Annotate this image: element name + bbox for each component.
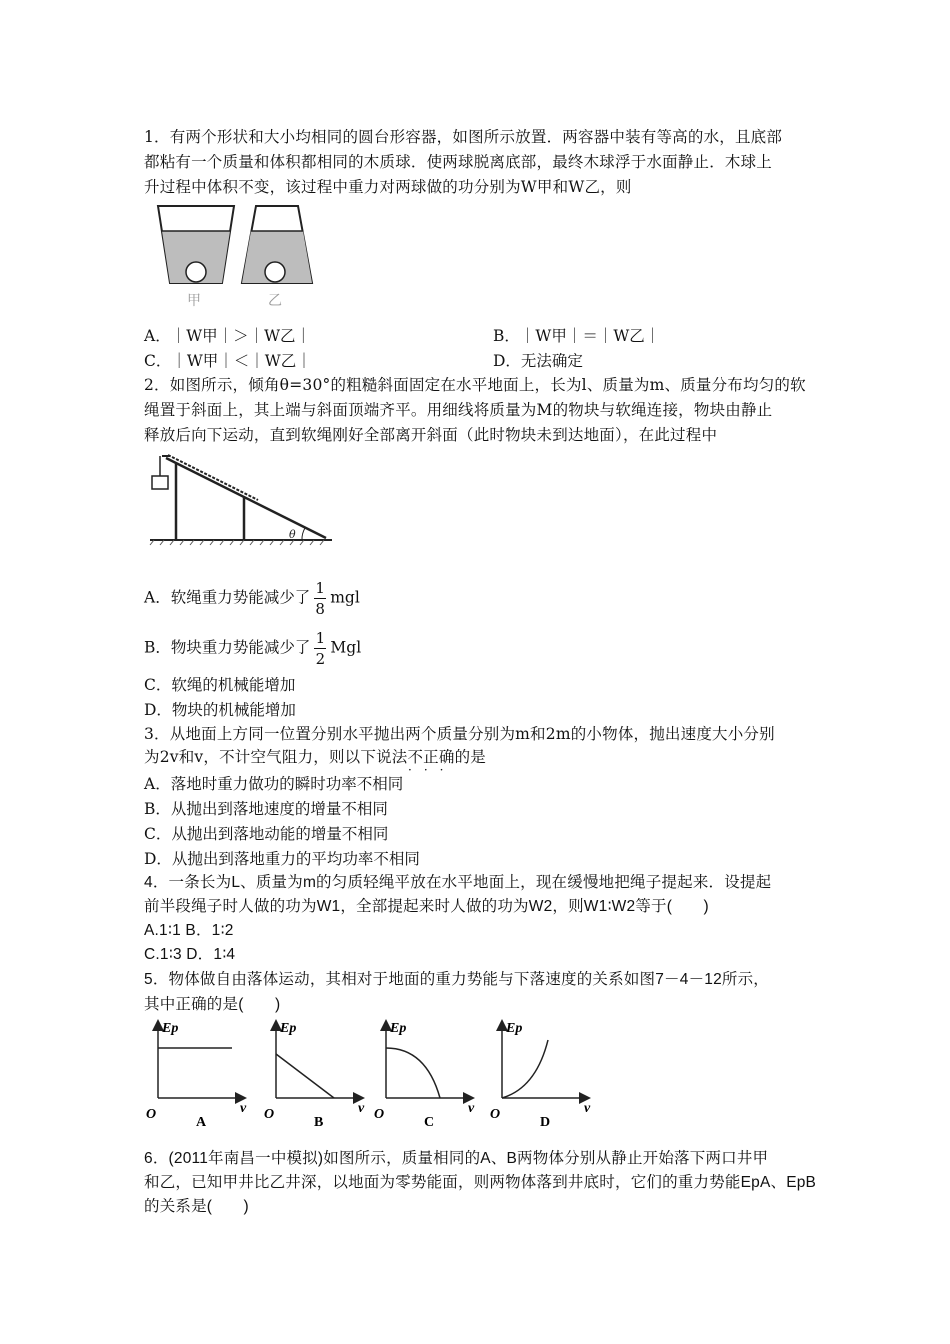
svg-text:O: O <box>146 1107 157 1122</box>
q3-option-c[interactable]: C．从抛出到落地动能的增量不相同 <box>144 825 389 843</box>
q1-line-3: 升过程中体积不变，该过程中重力对两球做的功分别为W甲和W乙，则 <box>144 178 632 196</box>
angle-theta-label: θ <box>289 528 296 541</box>
q5-line-1: 5．物体做自由落体运动，其相对于地面的重力势能与下落速度的关系如图7－4－12所示， <box>144 971 770 988</box>
svg-text:Ep: Ep <box>506 1021 523 1036</box>
q2-option-a-text: A．软绳重力势能减少了 <box>144 588 311 607</box>
q6-line-1: 6．(2011年南昌一中模拟)如图所示，质量相同的A、B两物体分别从静止开始落下两口井甲 <box>144 1150 769 1167</box>
q2-option-c[interactable]: C．软绳的机械能增加 <box>144 676 296 694</box>
q2-option-b-unit: Mgl <box>330 638 362 657</box>
q2-option-b[interactable] <box>144 630 361 667</box>
svg-text:O: O <box>264 1107 275 1122</box>
q3-line-2: 为2v和v，不计空气阻力，则以下说法不正确的是 <box>144 748 486 766</box>
q3-option-b[interactable]: B．从抛出到落地速度的增量不相同 <box>144 800 388 818</box>
svg-text:Ep: Ep <box>162 1021 179 1036</box>
svg-text:B: B <box>314 1115 324 1130</box>
graph-c <box>374 1021 475 1130</box>
q6-line-2: 和乙，已知甲井比乙井深，以地面为零势能面，则两物体落到井底时，它们的重力势能EpA、EpB <box>144 1174 817 1191</box>
q1-containers-figure <box>150 203 330 313</box>
q4-options-row-1[interactable]: A.1∶1 B．1∶2 <box>144 922 234 939</box>
q2-option-a[interactable] <box>144 580 360 617</box>
q1-option-a[interactable]: A．｜W甲｜＞｜W乙｜ <box>144 327 312 345</box>
emphasis-dots: · · · <box>408 763 444 777</box>
q5-line-2: 其中正确的是( ) <box>144 996 281 1013</box>
q1-option-c[interactable]: C．｜W甲｜＜｜W乙｜ <box>144 352 312 370</box>
svg-text:Ep: Ep <box>390 1021 407 1036</box>
q2-line-1: 2．如图所示，倾角θ=30°的粗糙斜面固定在水平地面上，长为l、质量为m、质量分布均匀的软 <box>144 376 806 394</box>
q5-graphs-figure <box>144 1018 604 1130</box>
q3-option-a[interactable]: A．落地时重力做功的瞬时功率不相同 <box>144 775 404 793</box>
q1-option-b[interactable]: B．｜W甲｜＝｜W乙｜ <box>493 327 661 345</box>
svg-text:v: v <box>358 1101 365 1116</box>
svg-text:Ep: Ep <box>280 1021 297 1036</box>
fig-label-yi: 乙 <box>268 293 282 309</box>
svg-text:O: O <box>374 1107 385 1122</box>
graph-d <box>490 1021 591 1130</box>
svg-text:A: A <box>196 1115 207 1130</box>
q6-line-3: 的关系是( ) <box>144 1198 249 1215</box>
q2-option-a-unit: mgl <box>330 588 360 607</box>
svg-text:v: v <box>240 1101 247 1116</box>
q2-line-2: 绳置于斜面上，其上端与斜面顶端齐平。用细线将质量为M的物块与软绳连接，物块由静止 <box>144 401 773 419</box>
fraction-one-half: $\frac{1}{2}$ <box>315 629 326 668</box>
svg-text:O: O <box>490 1107 501 1122</box>
fraction-one-eighth: $\frac{1}{8}$ <box>315 579 325 618</box>
q4-line-1: 4．一条长为L、质量为m的匀质轻绳平放在水平地面上，现在缓慢地把绳子提起来．设提起 <box>144 874 772 891</box>
q4-line-2: 前半段绳子时人做的功为W1，全部提起来时人做的功为W2，则W1∶W2等于( ) <box>144 898 709 915</box>
graph-a <box>146 1021 247 1130</box>
svg-text:v: v <box>468 1101 475 1116</box>
graph-b <box>264 1021 365 1130</box>
svg-text:D: D <box>540 1115 551 1130</box>
q3-option-d[interactable]: D．从抛出到落地重力的平均功率不相同 <box>144 850 420 868</box>
q2-option-b-text: B．物块重力势能减少了 <box>144 638 311 657</box>
q2-option-d[interactable]: D．物块的机械能增加 <box>144 701 296 719</box>
q2-incline-figure <box>146 452 336 548</box>
fig-label-jia: 甲 <box>187 293 201 309</box>
q4-options-row-2[interactable]: C.1∶3 D．1∶4 <box>144 946 236 963</box>
q2-line-3: 释放后向下运动，直到软绳刚好全部离开斜面（此时物块未到达地面），在此过程中 <box>144 426 718 444</box>
svg-text:C: C <box>424 1115 435 1130</box>
q1-line-1: 1．有两个形状和大小均相同的圆台形容器，如图所示放置．两容器中装有等高的水，且底部 <box>144 128 783 146</box>
q3-line-1: 3．从地面上方同一位置分别水平抛出两个质量分别为m和2m的小物体，抛出速度大小分别 <box>144 725 775 743</box>
q1-line-2: 都粘有一个质量和体积都相同的木质球．使两球脱离底部，最终木球浮于水面静止．木球上 <box>144 153 773 171</box>
q1-option-d[interactable]: D．无法确定 <box>493 352 583 370</box>
svg-text:v: v <box>584 1101 591 1116</box>
